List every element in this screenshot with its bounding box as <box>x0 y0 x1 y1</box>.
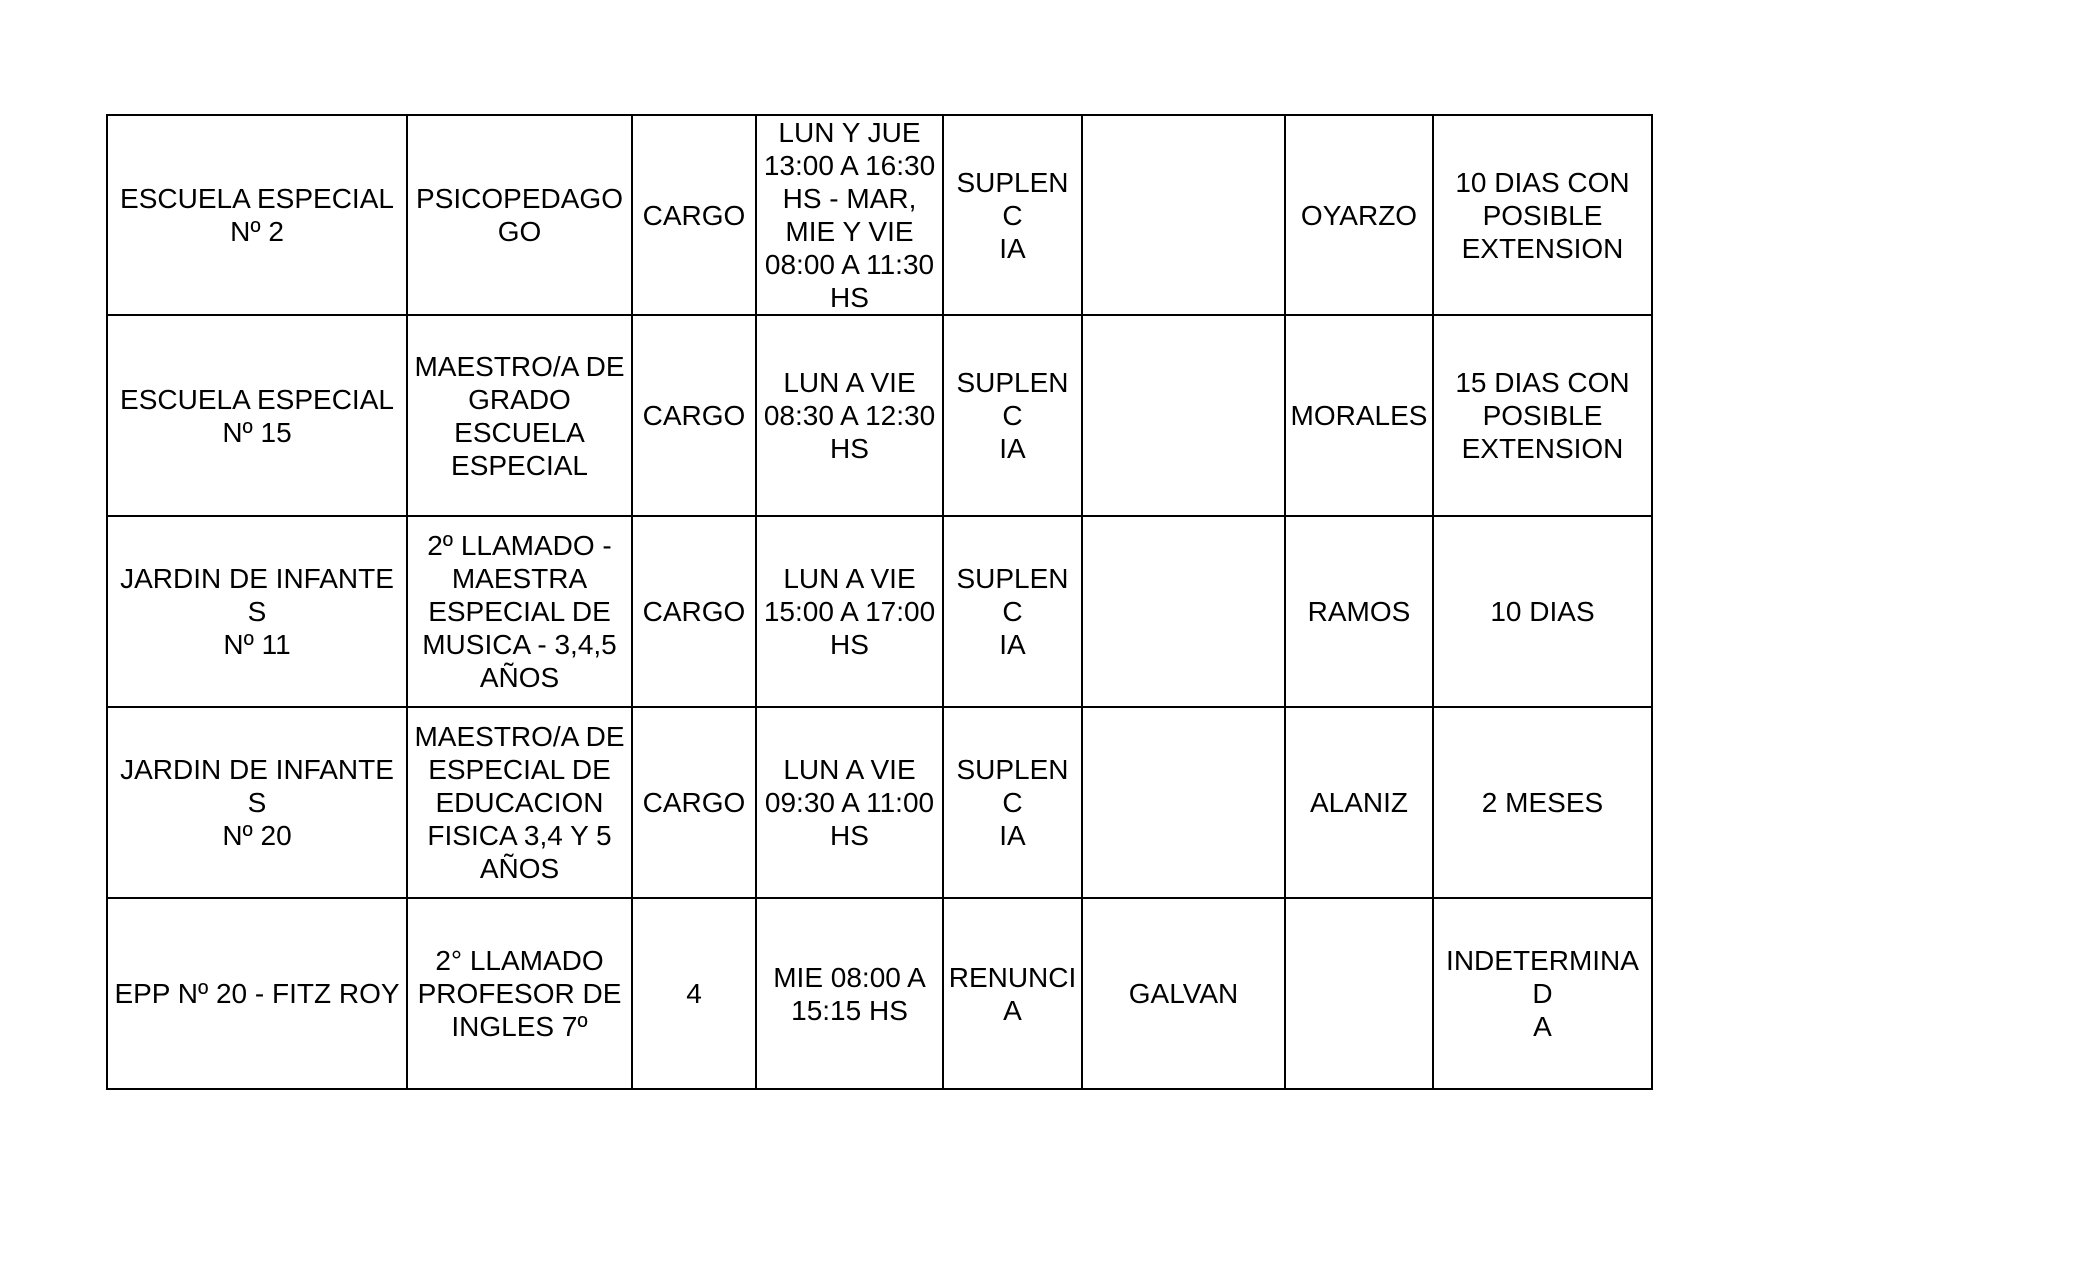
hours-cell: CARGO <box>632 315 756 516</box>
hours-cell: CARGO <box>632 516 756 707</box>
type-cell: SUPLENC IA <box>943 115 1082 315</box>
vacancy-table <box>106 114 1653 1090</box>
duration-cell: 10 DIAS <box>1433 516 1652 707</box>
schedule-cell: LUN A VIE 08:30 A 12:30 HS <box>756 315 943 516</box>
table-row <box>107 115 1652 315</box>
type-cell: SUPLENC IA <box>943 707 1082 898</box>
titular-teacher-cell: MORALES <box>1285 315 1433 516</box>
type-cell: SUPLENC IA <box>943 516 1082 707</box>
previous-teacher-cell: GALVAN <box>1082 898 1285 1089</box>
school-cell: ESCUELA ESPECIAL Nº 2 <box>107 115 407 315</box>
titular-teacher-cell: OYARZO <box>1285 115 1433 315</box>
hours-cell: CARGO <box>632 115 756 315</box>
school-cell: ESCUELA ESPECIAL Nº 15 <box>107 315 407 516</box>
titular-teacher-cell: ALANIZ <box>1285 707 1433 898</box>
titular-teacher-cell <box>1285 898 1433 1089</box>
position-cell: 2º LLAMADO - MAESTRA ESPECIAL DE MUSICA - 3,4,5 AÑOS <box>407 516 632 707</box>
table-row <box>107 898 1652 1089</box>
position-cell: 2° LLAMADO PROFESOR DE INGLES 7º <box>407 898 632 1089</box>
table-row <box>107 707 1652 898</box>
type-cell: RENUNCI A <box>943 898 1082 1089</box>
duration-cell: 10 DIAS CON POSIBLE EXTENSION <box>1433 115 1652 315</box>
schedule-cell: MIE 08:00 A 15:15 HS <box>756 898 943 1089</box>
titular-teacher-cell: RAMOS <box>1285 516 1433 707</box>
schedule-cell: LUN Y JUE 13:00 A 16:30 HS - MAR, MIE Y VIE 08:00 A 11:30 HS <box>756 115 943 315</box>
duration-cell: 2 MESES <box>1433 707 1652 898</box>
position-cell: MAESTRO/A DE GRADO ESCUELA ESPECIAL <box>407 315 632 516</box>
hours-cell: CARGO <box>632 707 756 898</box>
type-cell: SUPLENC IA <box>943 315 1082 516</box>
position-cell: PSICOPEDAGO GO <box>407 115 632 315</box>
duration-cell: INDETERMINAD A <box>1433 898 1652 1089</box>
previous-teacher-cell <box>1082 115 1285 315</box>
school-cell: JARDIN DE INFANTES Nº 20 <box>107 707 407 898</box>
table-row <box>107 315 1652 516</box>
previous-teacher-cell <box>1082 516 1285 707</box>
school-cell: JARDIN DE INFANTES Nº 11 <box>107 516 407 707</box>
table-row <box>107 516 1652 707</box>
duration-cell: 15 DIAS CON POSIBLE EXTENSION <box>1433 315 1652 516</box>
schedule-cell: LUN A VIE 09:30 A 11:00 HS <box>756 707 943 898</box>
school-cell: EPP Nº 20 - FITZ ROY <box>107 898 407 1089</box>
position-cell: MAESTRO/A DE ESPECIAL DE EDUCACION FISICA 3,4 Y 5 AÑOS <box>407 707 632 898</box>
previous-teacher-cell <box>1082 315 1285 516</box>
hours-cell: 4 <box>632 898 756 1089</box>
previous-teacher-cell <box>1082 707 1285 898</box>
schedule-cell: LUN A VIE 15:00 A 17:00 HS <box>756 516 943 707</box>
